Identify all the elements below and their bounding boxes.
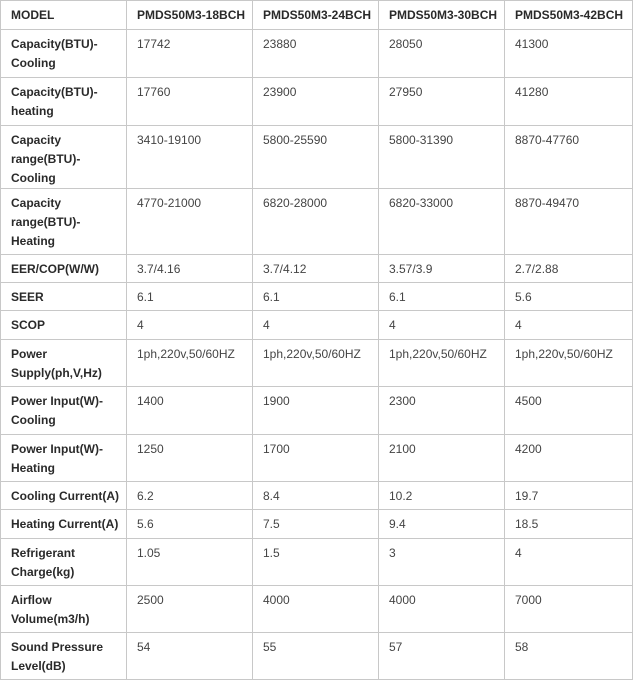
value-cell: 8870-49470 bbox=[505, 189, 633, 255]
value-cell: 5.6 bbox=[127, 510, 253, 539]
table-row bbox=[1, 340, 633, 387]
value-cell: 1250 bbox=[127, 435, 253, 482]
table-row bbox=[1, 510, 633, 539]
value-cell: 41300 bbox=[505, 30, 633, 78]
value-cell: 5800-25590 bbox=[253, 126, 379, 189]
value-cell: 23880 bbox=[253, 30, 379, 78]
row-label: Cooling Current(A) bbox=[1, 482, 127, 510]
table-row bbox=[1, 311, 633, 340]
value-cell: 17742 bbox=[127, 30, 253, 78]
value-cell: 4000 bbox=[379, 586, 505, 633]
row-label: Capacity range(BTU)-Heating bbox=[1, 189, 127, 255]
value-cell: 5.6 bbox=[505, 283, 633, 311]
value-cell: 4 bbox=[253, 311, 379, 340]
value-cell: 7.5 bbox=[253, 510, 379, 539]
value-cell: 55 bbox=[253, 633, 379, 680]
value-cell: 8870-47760 bbox=[505, 126, 633, 189]
value-cell: 8.4 bbox=[253, 482, 379, 510]
value-cell: 28050 bbox=[379, 30, 505, 78]
value-cell: 19.7 bbox=[505, 482, 633, 510]
value-cell: 5800-31390 bbox=[379, 126, 505, 189]
value-cell: 57 bbox=[379, 633, 505, 680]
row-label: SCOP bbox=[1, 311, 127, 340]
value-cell: 6820-28000 bbox=[253, 189, 379, 255]
row-label: Capacity(BTU)-Cooling bbox=[1, 30, 127, 78]
value-cell: 27950 bbox=[379, 78, 505, 126]
value-cell: 41280 bbox=[505, 78, 633, 126]
table-row bbox=[1, 435, 633, 482]
table-row bbox=[1, 387, 633, 435]
table-row bbox=[1, 78, 633, 126]
value-cell: 3 bbox=[379, 539, 505, 586]
value-cell: 4200 bbox=[505, 435, 633, 482]
value-cell: 4 bbox=[505, 539, 633, 586]
value-cell: 58 bbox=[505, 633, 633, 680]
value-cell: 4 bbox=[379, 311, 505, 340]
row-label: Power Input(W)-Heating bbox=[1, 435, 127, 482]
table-row bbox=[1, 30, 633, 78]
value-cell: 4500 bbox=[505, 387, 633, 435]
table-row bbox=[1, 539, 633, 586]
value-cell: 6.1 bbox=[127, 283, 253, 311]
value-cell: 23900 bbox=[253, 78, 379, 126]
value-cell: 1ph,220v,50/60HZ bbox=[127, 340, 253, 387]
value-cell: 2300 bbox=[379, 387, 505, 435]
value-cell: 3.7/4.16 bbox=[127, 255, 253, 283]
header-cell-model-3: PMDS50M3-30BCH bbox=[379, 1, 505, 30]
row-label: Sound Pressure Level(dB) bbox=[1, 633, 127, 680]
value-cell: 17760 bbox=[127, 78, 253, 126]
value-cell: 6.1 bbox=[253, 283, 379, 311]
row-label: Airflow Volume(m3/h) bbox=[1, 586, 127, 633]
row-label: EER/COP(W/W) bbox=[1, 255, 127, 283]
value-cell: 1.5 bbox=[253, 539, 379, 586]
value-cell: 10.2 bbox=[379, 482, 505, 510]
header-row bbox=[1, 1, 633, 30]
value-cell: 6.2 bbox=[127, 482, 253, 510]
table-row bbox=[1, 126, 633, 189]
value-cell: 4 bbox=[127, 311, 253, 340]
value-cell: 4770-21000 bbox=[127, 189, 253, 255]
row-label: Power Supply(ph,V,Hz) bbox=[1, 340, 127, 387]
row-label: Capacity range(BTU)-Cooling bbox=[1, 126, 127, 189]
value-cell: 4 bbox=[505, 311, 633, 340]
row-label: Refrigerant Charge(kg) bbox=[1, 539, 127, 586]
value-cell: 9.4 bbox=[379, 510, 505, 539]
header-cell-model: MODEL bbox=[1, 1, 127, 30]
value-cell: 3.57/3.9 bbox=[379, 255, 505, 283]
value-cell: 1400 bbox=[127, 387, 253, 435]
header-cell-model-1: PMDS50M3-18BCH bbox=[127, 1, 253, 30]
value-cell: 2500 bbox=[127, 586, 253, 633]
value-cell: 1900 bbox=[253, 387, 379, 435]
value-cell: 7000 bbox=[505, 586, 633, 633]
value-cell: 6.1 bbox=[379, 283, 505, 311]
value-cell: 3410-19100 bbox=[127, 126, 253, 189]
value-cell: 3.7/4.12 bbox=[253, 255, 379, 283]
table-row bbox=[1, 633, 633, 680]
value-cell: 2100 bbox=[379, 435, 505, 482]
header-cell-model-2: PMDS50M3-24BCH bbox=[253, 1, 379, 30]
table-row bbox=[1, 189, 633, 255]
table-row bbox=[1, 255, 633, 283]
table-row bbox=[1, 482, 633, 510]
value-cell: 2.7/2.88 bbox=[505, 255, 633, 283]
value-cell: 1ph,220v,50/60HZ bbox=[253, 340, 379, 387]
value-cell: 6820-33000 bbox=[379, 189, 505, 255]
value-cell: 1ph,220v,50/60HZ bbox=[505, 340, 633, 387]
value-cell: 1ph,220v,50/60HZ bbox=[379, 340, 505, 387]
value-cell: 1.05 bbox=[127, 539, 253, 586]
row-label: Capacity(BTU)-heating bbox=[1, 78, 127, 126]
value-cell: 18.5 bbox=[505, 510, 633, 539]
table-row bbox=[1, 283, 633, 311]
value-cell: 4000 bbox=[253, 586, 379, 633]
value-cell: 1700 bbox=[253, 435, 379, 482]
header-cell-model-4: PMDS50M3-42BCH bbox=[505, 1, 633, 30]
row-label: Heating Current(A) bbox=[1, 510, 127, 539]
spec-table-body bbox=[1, 1, 633, 680]
row-label: Power Input(W)-Cooling bbox=[1, 387, 127, 435]
value-cell: 54 bbox=[127, 633, 253, 680]
table-row bbox=[1, 586, 633, 633]
row-label: SEER bbox=[1, 283, 127, 311]
